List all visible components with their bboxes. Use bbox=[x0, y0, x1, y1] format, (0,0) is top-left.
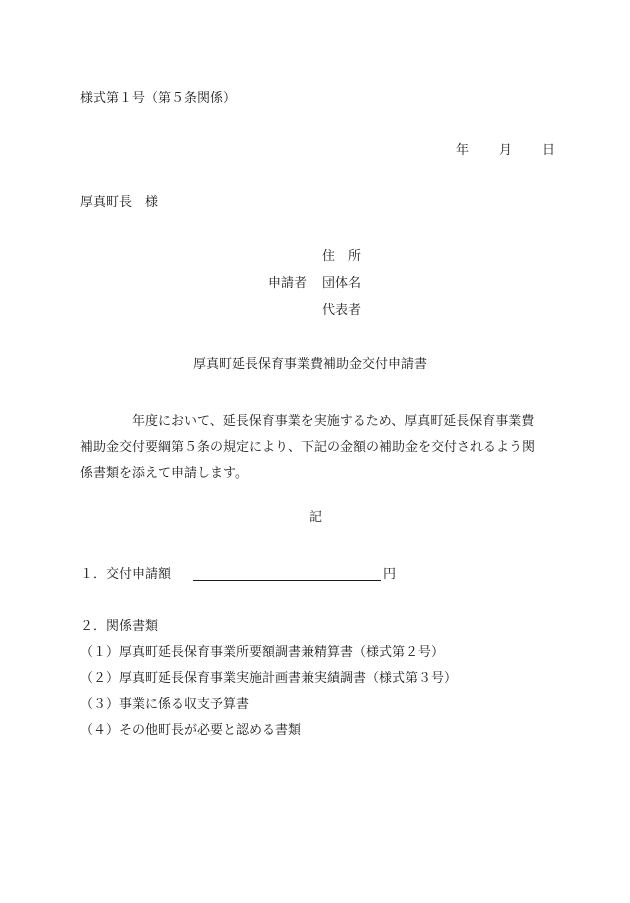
body-text bbox=[80, 409, 550, 487]
representative-label: 代表者 bbox=[322, 303, 362, 318]
document-title: 厚真町延長保育事業費補助金交付申請書 bbox=[193, 357, 428, 372]
body-line: 年度において、延長保育事業を実施するため、厚真町延長保育事業費 bbox=[132, 414, 535, 429]
body-line: 補助金交付要綱第５条の規定により、下記の金額の補助金を交付されるよう関 bbox=[80, 440, 536, 455]
addressee bbox=[80, 196, 158, 209]
application-amount-label: １．交付申請額 bbox=[80, 567, 172, 582]
date-year: 年 bbox=[456, 143, 470, 158]
ki-label: 記 bbox=[309, 510, 323, 525]
document-item: （２）厚真町延長保育事業実施計画書兼実績調書（様式第３号） bbox=[80, 671, 458, 686]
yen-unit: 円 bbox=[383, 567, 397, 582]
address-label: 住 所 bbox=[322, 249, 362, 264]
related-documents-label: ２．関係書類 bbox=[80, 619, 159, 634]
addressee-honorific: 様 bbox=[145, 195, 159, 210]
date-line bbox=[456, 144, 555, 157]
date-day: 日 bbox=[542, 143, 556, 158]
body-line: 係書類を添えて申請します。 bbox=[80, 466, 248, 481]
addressee-name: 厚真町長 bbox=[80, 195, 133, 210]
application-amount-row bbox=[80, 566, 396, 581]
applicant-label: 申請者 bbox=[268, 276, 308, 291]
document-item: （１）厚真町延長保育事業所要額調書兼精算書（様式第２号） bbox=[80, 645, 445, 660]
amount-blank-line bbox=[193, 566, 381, 581]
document-item: （３）事業に係る収支予算書 bbox=[80, 697, 250, 712]
date-month: 月 bbox=[499, 143, 513, 158]
form-number: 様式第１号（第５条関係） bbox=[80, 91, 237, 106]
document-item: （４）その他町長が必要と認める書類 bbox=[80, 723, 302, 738]
organization-label: 団体名 bbox=[322, 276, 362, 291]
